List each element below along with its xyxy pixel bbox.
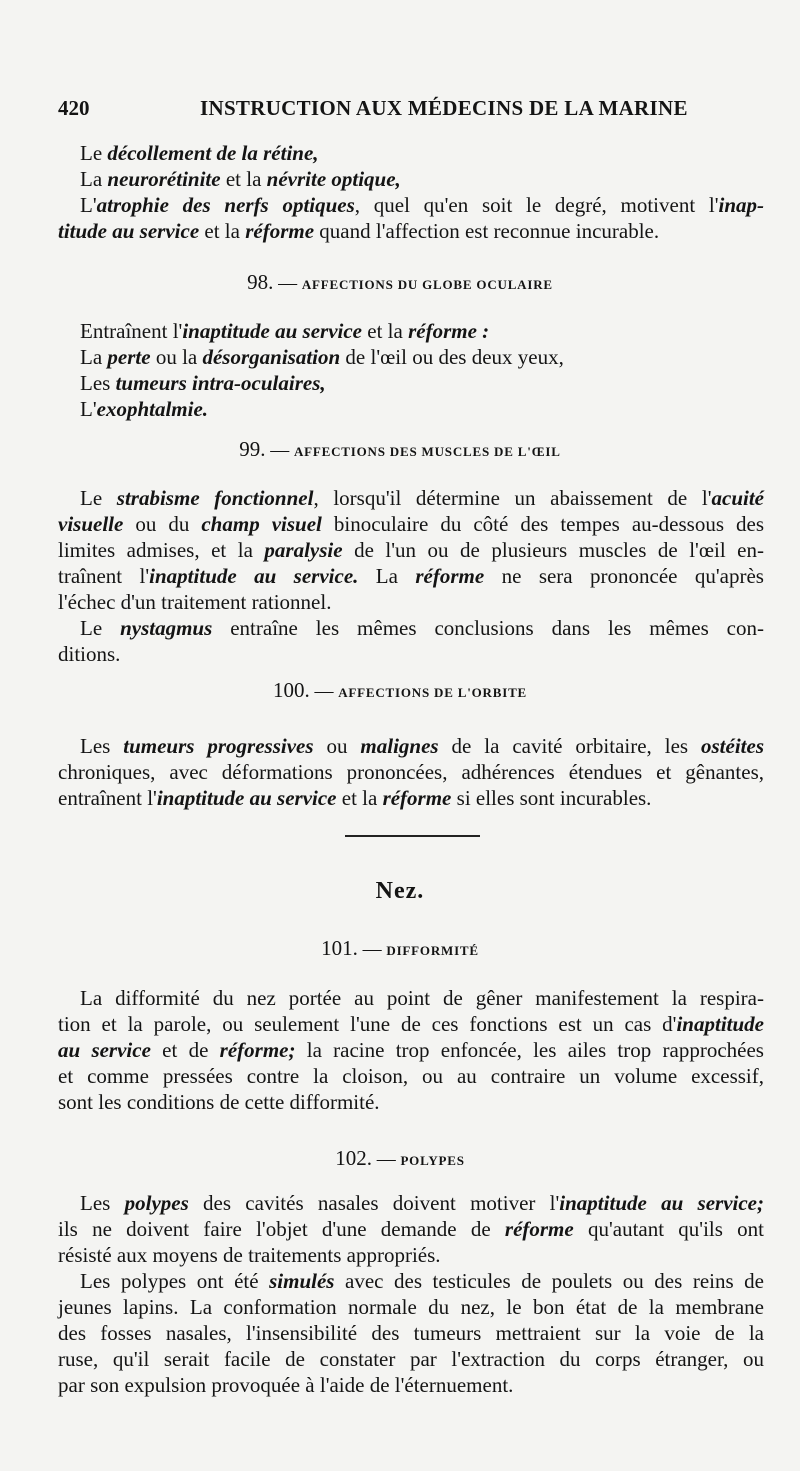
text-run: ou la (150, 345, 203, 369)
text-line (80, 985, 764, 1011)
text-run: chroniques, avec déformations prononcées, adhérences étendues et gênantes, (58, 760, 764, 784)
text-line (58, 759, 764, 785)
text-line (80, 615, 764, 641)
emphasis-text: exophtalmie. (96, 397, 209, 421)
emphasis-text: ostéites (701, 734, 764, 758)
emphasis-text: réforme (382, 786, 452, 810)
text-run: et comme pressées contre la cloison, ou au contraire un volume excessif, (58, 1064, 764, 1088)
text-run: La (80, 345, 108, 369)
emphasis-text: réforme (504, 1217, 574, 1241)
text-line (80, 370, 764, 396)
text-line (58, 1320, 764, 1346)
text-run: ou du (123, 512, 202, 536)
text-line (58, 1294, 764, 1320)
text-line (80, 318, 764, 344)
text-line (58, 1089, 380, 1115)
emphasis-text: inaptitude au service; (559, 1191, 765, 1215)
text-line (58, 1346, 764, 1372)
text-run: de l'œil ou des deux yeux, (340, 345, 564, 369)
chapter-heading: Nez. (375, 878, 425, 904)
text-run: Les (80, 734, 124, 758)
text-run: ou (313, 734, 361, 758)
section-101-heading: 101. — DIFFORMITÉ (321, 936, 479, 960)
text-run: de la cavité orbitaire, les (438, 734, 701, 758)
emphasis-text: atrophie des nerfs optiques (96, 193, 355, 217)
emphasis-text: réforme : (408, 319, 490, 343)
emphasis-text: visuelle (58, 512, 124, 536)
emphasis-text: malignes (360, 734, 439, 758)
text-run: jeunes lapins. La conformation normale du nez, le bon état de la membrane (58, 1295, 764, 1319)
emphasis-text: réforme (415, 564, 485, 588)
text-run: Les (80, 371, 116, 395)
text-run: sont les conditions de cette difformité. (58, 1090, 380, 1114)
section-divider (345, 835, 480, 837)
emphasis-text: inaptitude au service. (149, 564, 359, 588)
emphasis-text: désorganisation (202, 345, 341, 369)
text-run: traînent l' (58, 564, 150, 588)
emphasis-text: réforme; (219, 1038, 296, 1062)
emphasis-text: acuité (711, 486, 764, 510)
text-run: , lorsqu'il détermine un abaissement de l' (313, 486, 712, 510)
text-run: L' (80, 397, 97, 421)
text-line (80, 396, 764, 422)
text-line (58, 1372, 513, 1398)
text-run: Entraînent l' (80, 319, 183, 343)
section-102-heading: 102. — POLYPES (335, 1146, 465, 1170)
emphasis-text: tumeurs progressives (123, 734, 314, 758)
emphasis-text: inaptitude au service (156, 786, 337, 810)
text-run: binoculaire du côté des tempes au-dessous des (321, 512, 765, 536)
text-line (80, 733, 764, 759)
text-run: ruse, qu'il serait facile de constater par l'extraction du corps étranger, ou (58, 1347, 764, 1371)
text-line (58, 511, 764, 537)
text-run: tion et la parole, ou seulement l'une de ces fonctions est un cas d' (58, 1012, 677, 1036)
emphasis-text: décollement de la rétine, (107, 141, 319, 165)
text-run: résisté aux moyens de traitements appropriés. (58, 1243, 441, 1267)
text-run: La difformité du nez portée au point de gêner manifestement la respira- (80, 986, 764, 1010)
text-run: des fosses nasales, l'insensibilité des tumeurs mettraient sur la voie de la (58, 1321, 764, 1345)
text-run: La (358, 564, 416, 588)
text-run: des cavités nasales doivent motiver l' (188, 1191, 560, 1215)
text-line (58, 537, 764, 563)
emphasis-text: au service (58, 1038, 151, 1062)
text-run: et la (336, 786, 383, 810)
text-run: avec des testicules de poulets ou des reins de (334, 1269, 765, 1293)
text-run: limites admises, et la (58, 538, 265, 562)
text-line (58, 218, 659, 244)
emphasis-text: inaptitude (676, 1012, 764, 1036)
text-run: si elles sont incurables. (451, 786, 652, 810)
text-line (58, 1037, 764, 1063)
text-run: de l'un ou de plusieurs muscles de l'œil en- (342, 538, 764, 562)
emphasis-text: strabisme fonctionnel (116, 486, 314, 510)
text-line (80, 1268, 764, 1294)
emphasis-text: névrite optique, (266, 167, 401, 191)
emphasis-text: paralysie (264, 538, 343, 562)
emphasis-text: perte (107, 345, 151, 369)
emphasis-text: inaptitude au service (182, 319, 363, 343)
text-line (58, 785, 651, 811)
emphasis-text: simulés (269, 1269, 335, 1293)
text-line (58, 1011, 764, 1037)
text-run: Le (80, 486, 117, 510)
text-run: quand l'affection est reconnue incurable. (314, 219, 660, 243)
text-run: et de (150, 1038, 220, 1062)
text-run: entraîne les mêmes conclusions dans les mêmes con- (212, 616, 764, 640)
section-99-heading: 99. — AFFECTIONS DES MUSCLES DE L'ŒIL (239, 437, 561, 461)
text-line (58, 1242, 441, 1268)
text-run: entraînent l' (58, 786, 157, 810)
section-98-heading: 98. — AFFECTIONS DU GLOBE OCULAIRE (247, 270, 553, 294)
text-run: Les polypes ont été (80, 1269, 270, 1293)
text-line (80, 1190, 764, 1216)
text-run: la racine trop enfoncée, les ailes trop rapprochées (295, 1038, 764, 1062)
text-line (58, 563, 764, 589)
text-line (80, 166, 764, 192)
emphasis-text: tumeurs intra-oculaires, (115, 371, 326, 395)
text-run: et la (220, 167, 267, 191)
emphasis-text: titude au service (58, 219, 200, 243)
page-number: 420 (58, 96, 90, 120)
text-run: ditions. (58, 642, 121, 666)
emphasis-text: nystagmus (120, 616, 213, 640)
text-run: Les (80, 1191, 125, 1215)
text-line (58, 1216, 764, 1242)
emphasis-text: champ visuel (201, 512, 322, 536)
running-title: INSTRUCTION AUX MÉDECINS DE LA MARINE (200, 96, 688, 120)
text-run: l'échec d'un traitement rationnel. (58, 590, 332, 614)
running-header (58, 96, 764, 126)
text-line (58, 1063, 764, 1089)
text-run: L' (80, 193, 97, 217)
text-run: La (80, 167, 108, 191)
emphasis-text: polypes (124, 1191, 189, 1215)
text-line (58, 641, 120, 667)
emphasis-text: réforme (245, 219, 315, 243)
text-line (80, 344, 764, 370)
text-line (58, 589, 331, 615)
text-run: qu'autant qu'ils ont (573, 1217, 764, 1241)
text-run: ils ne doivent faire l'objet d'une demande de (58, 1217, 505, 1241)
text-line (80, 192, 764, 218)
text-run: Le (80, 141, 108, 165)
text-run: ne sera prononcée qu'après (484, 564, 764, 588)
text-line (80, 140, 764, 166)
emphasis-text: inap- (718, 193, 765, 217)
text-run: et la (362, 319, 409, 343)
emphasis-text: neurorétinite (107, 167, 221, 191)
text-run: Le (80, 616, 121, 640)
text-run: par son expulsion provoquée à l'aide de l'éternuement. (58, 1373, 514, 1397)
section-100-heading: 100. — AFFECTIONS DE L'ORBITE (272, 678, 528, 702)
text-line (80, 485, 764, 511)
text-run: , quel qu'en soit le degré, motivent l' (354, 193, 719, 217)
text-run: et la (199, 219, 246, 243)
